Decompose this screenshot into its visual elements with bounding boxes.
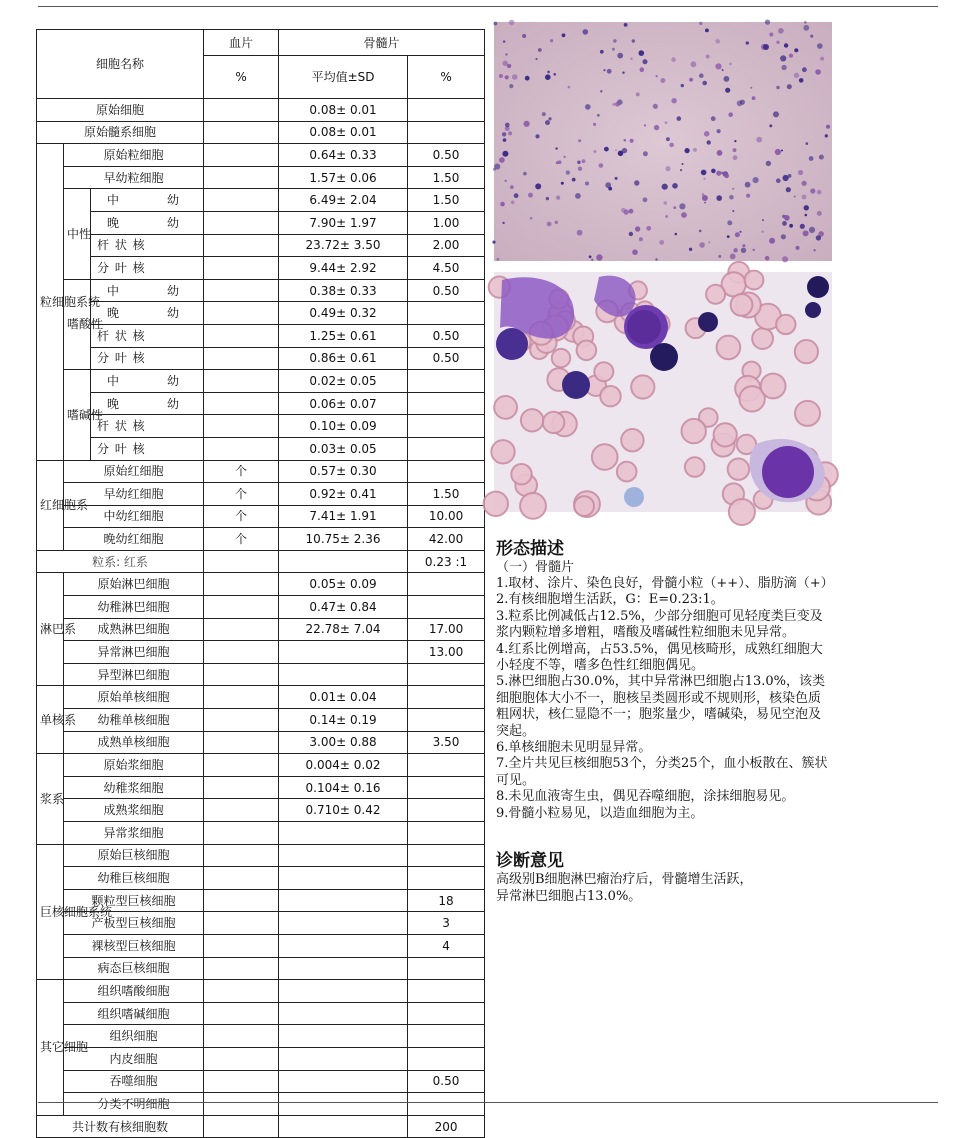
cell-name: 成熟单核细胞 bbox=[64, 731, 204, 754]
mean-sd-cell: 7.41± 1.91 bbox=[279, 505, 408, 528]
marrow-pct-cell: 3 bbox=[408, 912, 485, 935]
blood-pct-cell bbox=[204, 980, 279, 1003]
cell-name: 幼稚淋巴细胞 bbox=[64, 596, 204, 619]
marrow-pct-cell bbox=[408, 121, 485, 144]
table-row bbox=[37, 302, 485, 325]
mean-sd-cell bbox=[279, 934, 408, 957]
cell-name: 幼稚浆细胞 bbox=[64, 776, 204, 799]
cell-name-part: 幼 bbox=[167, 193, 180, 208]
marrow-pct-cell: 3.50 bbox=[408, 731, 485, 754]
blood-pct-cell bbox=[204, 1047, 279, 1070]
mean-sd-cell bbox=[279, 912, 408, 935]
table-row bbox=[37, 912, 485, 935]
marrow-pct-cell bbox=[408, 415, 485, 438]
table-row bbox=[37, 99, 485, 122]
marrow-pct-cell: 0.50 bbox=[408, 347, 485, 370]
marrow-pct-cell bbox=[408, 99, 485, 122]
cell-name: 异常浆细胞 bbox=[64, 822, 204, 845]
cell-name: 内皮细胞 bbox=[64, 1047, 204, 1070]
blood-pct-cell bbox=[204, 754, 279, 777]
cell-name: 早幼红细胞 bbox=[64, 483, 204, 506]
blood-pct-cell bbox=[204, 347, 279, 370]
diagnosis-lines bbox=[496, 872, 936, 905]
morphology-line: 细胞胞体大小不一，胞核呈类圆形或不规则形，核染色质 bbox=[496, 690, 822, 706]
table-row bbox=[37, 257, 485, 280]
blood-pct-cell bbox=[204, 1093, 279, 1116]
cell-count-table bbox=[36, 29, 485, 1138]
table-row bbox=[37, 776, 485, 799]
marrow-pct-cell bbox=[408, 980, 485, 1003]
mean-sd-cell: 10.75± 2.36 bbox=[279, 528, 408, 551]
diagnosis-title: 诊断意见 bbox=[496, 851, 564, 872]
group-label-plasma: 浆系 bbox=[37, 754, 64, 844]
mean-sd-cell bbox=[279, 1070, 408, 1093]
table-row bbox=[37, 166, 485, 189]
marrow-pct-cell bbox=[408, 663, 485, 686]
blood-pct-cell bbox=[204, 437, 279, 460]
blood-pct-cell bbox=[204, 415, 279, 438]
cell-name: 分类不明细胞 bbox=[64, 1093, 204, 1116]
cell-name bbox=[91, 211, 204, 234]
morphology-line: 8.未见血液寄生虫，偶见吞噬细胞，涂抹细胞易见。 bbox=[496, 789, 795, 805]
bottom-rule bbox=[38, 1102, 938, 1103]
marrow-pct-cell bbox=[408, 1002, 485, 1025]
diagnosis-line: 异常淋巴细胞占13.0%。 bbox=[496, 888, 642, 904]
mean-sd-cell: 23.72± 3.50 bbox=[279, 234, 408, 257]
marrow-pct-cell bbox=[408, 799, 485, 822]
blood-pct-cell bbox=[204, 1070, 279, 1093]
table-row bbox=[37, 1093, 485, 1116]
blood-pct-cell bbox=[204, 731, 279, 754]
blood-pct-cell bbox=[204, 663, 279, 686]
blood-pct-cell bbox=[204, 370, 279, 393]
table-row bbox=[37, 460, 485, 483]
marrow-smear-low-power-image bbox=[494, 22, 832, 261]
table-row bbox=[37, 392, 485, 415]
blood-pct-cell bbox=[204, 99, 279, 122]
mean-sd-cell: 0.14± 0.19 bbox=[279, 709, 408, 732]
blood-pct-cell bbox=[204, 867, 279, 890]
table-row bbox=[37, 211, 485, 234]
table-row bbox=[37, 641, 485, 664]
cell-name-part: 晚 bbox=[107, 396, 120, 411]
mean-sd-cell: 0.64± 0.33 bbox=[279, 144, 408, 167]
cell-name: 组织细胞 bbox=[64, 1025, 204, 1048]
table-row bbox=[37, 573, 485, 596]
cell-name: 幼稚单核细胞 bbox=[64, 709, 204, 732]
marrow-pct-cell: 1.50 bbox=[408, 483, 485, 506]
header-row-1 bbox=[37, 30, 485, 56]
cell-name: 分 叶 核 bbox=[91, 437, 204, 460]
table-row bbox=[37, 844, 485, 867]
mean-sd-cell bbox=[279, 550, 408, 573]
blood-pct-cell bbox=[204, 392, 279, 415]
cell-name: 共计数有核细胞数 bbox=[37, 1115, 204, 1138]
mean-sd-cell: 0.004± 0.02 bbox=[279, 754, 408, 777]
marrow-pct-cell bbox=[408, 392, 485, 415]
blood-pct-cell bbox=[204, 1002, 279, 1025]
blood-pct-cell bbox=[204, 596, 279, 619]
blood-pct-cell bbox=[204, 776, 279, 799]
header-blood-pct: % bbox=[204, 56, 279, 99]
morphology-line: 3.粒系比例减低占12.5%，少部分细胞可见轻度类巨变及 bbox=[496, 608, 823, 624]
blood-pct-cell: 个 bbox=[204, 528, 279, 551]
table-row bbox=[37, 731, 485, 754]
marrow-pct-cell bbox=[408, 867, 485, 890]
cell-name bbox=[91, 189, 204, 212]
blood-pct-cell bbox=[204, 302, 279, 325]
mean-sd-cell bbox=[279, 844, 408, 867]
marrow-pct-cell bbox=[408, 596, 485, 619]
mean-sd-cell: 0.104± 0.16 bbox=[279, 776, 408, 799]
blood-pct-cell bbox=[204, 889, 279, 912]
cell-name: 中幼红细胞 bbox=[64, 505, 204, 528]
blood-pct-cell bbox=[204, 234, 279, 257]
cell-name: 早幼粒细胞 bbox=[64, 166, 204, 189]
marrow-pct-cell: 2.00 bbox=[408, 234, 485, 257]
marrow-pct-cell: 17.00 bbox=[408, 618, 485, 641]
marrow-pct-cell: 4 bbox=[408, 934, 485, 957]
table-row bbox=[37, 618, 485, 641]
cell-name: 原始巨核细胞 bbox=[64, 844, 204, 867]
mean-sd-cell bbox=[279, 1025, 408, 1048]
morphology-line: 浆内颗粒增多增粗，嗜酸及嗜碱性粒细胞未见异常。 bbox=[496, 625, 796, 641]
blood-pct-cell bbox=[204, 957, 279, 980]
morphology-line: 1.取材、涂片、染色良好，骨髓小粒（++）、脂肪滴（+） bbox=[496, 576, 834, 591]
blood-pct-cell bbox=[204, 822, 279, 845]
cell-name: 原始红细胞 bbox=[64, 460, 204, 483]
cell-name: 原始细胞 bbox=[37, 99, 204, 122]
marrow-pct-cell bbox=[408, 709, 485, 732]
mean-sd-cell: 7.90± 1.97 bbox=[279, 211, 408, 234]
morphology-title: 形态描述 bbox=[496, 539, 564, 559]
cell-name-part: 中 bbox=[107, 193, 120, 208]
marrow-pct-cell bbox=[408, 822, 485, 845]
mean-sd-cell: 6.49± 2.04 bbox=[279, 189, 408, 212]
marrow-pct-cell bbox=[408, 844, 485, 867]
morphology-line: 5.淋巴细胞占30.0%，其中异常淋巴细胞占13.0%，该类 bbox=[496, 674, 825, 690]
cell-name: 杆 状 核 bbox=[91, 324, 204, 347]
table-row bbox=[37, 1025, 485, 1048]
marrow-pct-cell: 0.50 bbox=[408, 1070, 485, 1093]
cell-name bbox=[91, 370, 204, 393]
cell-name: 成熟淋巴细胞 bbox=[64, 618, 204, 641]
cell-name: 组织嗜碱细胞 bbox=[64, 1002, 204, 1025]
table-row bbox=[37, 754, 485, 777]
table-row bbox=[37, 370, 485, 393]
marrow-pct-cell: 10.00 bbox=[408, 505, 485, 528]
cell-name bbox=[91, 302, 204, 325]
marrow-pct-cell bbox=[408, 573, 485, 596]
marrow-pct-cell: 18 bbox=[408, 889, 485, 912]
marrow-pct-cell: 1.00 bbox=[408, 211, 485, 234]
text-area bbox=[496, 538, 936, 905]
mean-sd-cell: 0.08± 0.01 bbox=[279, 121, 408, 144]
header-mean-sd: 平均值±SD bbox=[279, 56, 408, 99]
mean-sd-cell: 0.03± 0.05 bbox=[279, 437, 408, 460]
cell-name: 组织嗜酸细胞 bbox=[64, 980, 204, 1003]
morphology-line: 粗网状，核仁显隐不一；胞浆量少，嗜碱染，易见空泡及 bbox=[496, 707, 822, 723]
cell-name: 产板型巨核细胞 bbox=[64, 912, 204, 935]
table-row bbox=[37, 957, 485, 980]
cell-name: 杆 状 核 bbox=[91, 415, 204, 438]
blood-pct-cell bbox=[204, 121, 279, 144]
cell-name: 杆 状 核 bbox=[91, 234, 204, 257]
blood-pct-cell bbox=[204, 1025, 279, 1048]
marrow-pct-cell bbox=[408, 1093, 485, 1116]
blood-pct-cell bbox=[204, 573, 279, 596]
cell-name-part: 幼 bbox=[167, 373, 180, 388]
mean-sd-cell: 0.47± 0.84 bbox=[279, 596, 408, 619]
blood-pct-cell bbox=[204, 144, 279, 167]
morphology-line: 2.有核细胞增生活跃，G：E=0.23:1。 bbox=[496, 592, 724, 608]
mean-sd-cell bbox=[279, 822, 408, 845]
table-row bbox=[37, 1002, 485, 1025]
cell-name bbox=[91, 392, 204, 415]
mean-sd-cell: 0.01± 0.04 bbox=[279, 686, 408, 709]
table-row bbox=[37, 483, 485, 506]
cell-name-part: 中 bbox=[107, 283, 120, 298]
marrow-pct-cell: 1.50 bbox=[408, 166, 485, 189]
blood-pct-cell bbox=[204, 324, 279, 347]
marrow-pct-cell bbox=[408, 302, 485, 325]
morphology-line: 9.骨髓小粒易见，以造血细胞为主。 bbox=[496, 805, 704, 821]
table-row bbox=[37, 189, 485, 212]
mean-sd-cell bbox=[279, 957, 408, 980]
marrow-smear-high-power-image bbox=[494, 272, 832, 512]
cell-name: 成熟浆细胞 bbox=[64, 799, 204, 822]
mean-sd-cell: 0.08± 0.01 bbox=[279, 99, 408, 122]
blood-pct-cell bbox=[204, 279, 279, 302]
mean-sd-cell: 0.06± 0.07 bbox=[279, 392, 408, 415]
blood-pct-cell bbox=[204, 934, 279, 957]
table-row bbox=[37, 822, 485, 845]
marrow-pct-cell: 0.50 bbox=[408, 279, 485, 302]
marrow-pct-cell bbox=[408, 460, 485, 483]
blood-pct-cell bbox=[204, 211, 279, 234]
blood-pct-cell bbox=[204, 686, 279, 709]
mean-sd-cell: 0.38± 0.33 bbox=[279, 279, 408, 302]
table-row bbox=[37, 686, 485, 709]
cell-name: 颗粒型巨核细胞 bbox=[64, 889, 204, 912]
table-row bbox=[37, 234, 485, 257]
mean-sd-cell: 0.92± 0.41 bbox=[279, 483, 408, 506]
table-row bbox=[37, 505, 485, 528]
marrow-pct-cell bbox=[408, 1047, 485, 1070]
marrow-pct-cell bbox=[408, 754, 485, 777]
blood-pct-cell bbox=[204, 709, 279, 732]
group-label-other: 其它细胞 bbox=[37, 980, 64, 1116]
cell-name bbox=[91, 279, 204, 302]
morphology-line: 4.红系比例增高，占53.5%，偶见核畸形，成熟红细胞大 bbox=[496, 641, 823, 657]
marrow-pct-cell: 4.50 bbox=[408, 257, 485, 280]
table-row bbox=[37, 437, 485, 460]
mean-sd-cell: 0.49± 0.32 bbox=[279, 302, 408, 325]
morphology-line: 可见。 bbox=[496, 772, 536, 788]
table-row bbox=[37, 1070, 485, 1093]
cell-name: 晚幼红细胞 bbox=[64, 528, 204, 551]
cell-name: 病态巨核细胞 bbox=[64, 957, 204, 980]
table-row bbox=[37, 415, 485, 438]
mean-sd-cell: 1.25± 0.61 bbox=[279, 324, 408, 347]
blood-pct-cell bbox=[204, 257, 279, 280]
header-marrow: 骨髓片 bbox=[279, 30, 485, 56]
morphology-line: 7.全片共见巨核细胞53个，分类25个，血小板散在、簇状 bbox=[496, 756, 828, 772]
cell-name: 异常淋巴细胞 bbox=[64, 641, 204, 664]
mean-sd-cell bbox=[279, 1115, 408, 1138]
table-row bbox=[37, 663, 485, 686]
mean-sd-cell: 1.57± 0.06 bbox=[279, 166, 408, 189]
table-row bbox=[37, 1115, 485, 1138]
mean-sd-cell: 9.44± 2.92 bbox=[279, 257, 408, 280]
header-marrow-pct: % bbox=[408, 56, 485, 99]
table-row bbox=[37, 528, 485, 551]
mean-sd-cell bbox=[279, 1002, 408, 1025]
blood-pct-cell: 个 bbox=[204, 483, 279, 506]
blood-pct-cell bbox=[204, 166, 279, 189]
cell-name: 分 叶 核 bbox=[91, 347, 204, 370]
blood-pct-cell bbox=[204, 1115, 279, 1138]
blood-pct-cell: 个 bbox=[204, 505, 279, 528]
mean-sd-cell bbox=[279, 1047, 408, 1070]
cell-name-part: 晚 bbox=[107, 215, 120, 230]
table-row bbox=[37, 347, 485, 370]
group-label-lymph: 淋巴系 bbox=[37, 573, 64, 686]
table-row bbox=[37, 799, 485, 822]
marrow-pct-cell bbox=[408, 776, 485, 799]
table-row bbox=[37, 980, 485, 1003]
blood-pct-cell bbox=[204, 799, 279, 822]
table-row bbox=[37, 1047, 485, 1070]
marrow-pct-cell: 0.50 bbox=[408, 324, 485, 347]
mean-sd-cell bbox=[279, 889, 408, 912]
marrow-pct-cell bbox=[408, 1025, 485, 1048]
cell-name-part: 幼 bbox=[167, 283, 180, 298]
group-label-mono: 单核系 bbox=[37, 686, 64, 754]
morphology-line: 突起。 bbox=[496, 723, 536, 739]
group-label-mega: 巨核细胞系统 bbox=[37, 844, 64, 980]
morphology-subtitle: （一）骨髓片 bbox=[496, 560, 575, 575]
group-label-erythroid: 红细胞系 bbox=[37, 460, 64, 550]
table-row bbox=[37, 596, 485, 619]
mean-sd-cell bbox=[279, 663, 408, 686]
mean-sd-cell: 3.00± 0.88 bbox=[279, 731, 408, 754]
header-cell-name: 细胞名称 bbox=[37, 30, 204, 99]
mean-sd-cell bbox=[279, 867, 408, 890]
table-row bbox=[37, 144, 485, 167]
cell-name: 幼稚巨核细胞 bbox=[64, 867, 204, 890]
marrow-pct-cell: 1.50 bbox=[408, 189, 485, 212]
marrow-pct-cell bbox=[408, 686, 485, 709]
mean-sd-cell: 0.710± 0.42 bbox=[279, 799, 408, 822]
table-row bbox=[37, 279, 485, 302]
ratio-label: 粒系: 红系 bbox=[37, 550, 204, 573]
mean-sd-cell: 0.57± 0.30 bbox=[279, 460, 408, 483]
table-row bbox=[37, 324, 485, 347]
subgroup-label-neutrophil: 中性 bbox=[64, 189, 91, 279]
mean-sd-cell: 0.10± 0.09 bbox=[279, 415, 408, 438]
cell-name-part: 晚 bbox=[107, 306, 120, 321]
mean-sd-cell bbox=[279, 980, 408, 1003]
cell-name: 异型淋巴细胞 bbox=[64, 663, 204, 686]
cell-name-part: 幼 bbox=[167, 215, 180, 230]
top-rule bbox=[38, 6, 938, 7]
subgroup-label-eosinophil: 嗜酸性 bbox=[64, 279, 91, 369]
cell-name: 原始淋巴细胞 bbox=[64, 573, 204, 596]
header-blood: 血片 bbox=[204, 30, 279, 56]
marrow-pct-cell: 42.00 bbox=[408, 528, 485, 551]
cell-name: 原始单核细胞 bbox=[64, 686, 204, 709]
blood-pct-cell bbox=[204, 912, 279, 935]
mean-sd-cell bbox=[279, 641, 408, 664]
cell-name-part: 幼 bbox=[167, 306, 180, 321]
table-row bbox=[37, 934, 485, 957]
blood-pct-cell bbox=[204, 618, 279, 641]
cell-name: 原始髓系细胞 bbox=[37, 121, 204, 144]
marrow-pct-cell: 13.00 bbox=[408, 641, 485, 664]
cell-name: 原始浆细胞 bbox=[64, 754, 204, 777]
cell-name: 分 叶 核 bbox=[91, 257, 204, 280]
cell-name: 吞噬细胞 bbox=[64, 1070, 204, 1093]
table-row bbox=[37, 121, 485, 144]
marrow-pct-cell: 0.50 bbox=[408, 144, 485, 167]
mean-sd-cell bbox=[279, 1093, 408, 1116]
cell-name: 裸核型巨核细胞 bbox=[64, 934, 204, 957]
marrow-pct-cell bbox=[408, 370, 485, 393]
morphology-lines bbox=[496, 576, 936, 822]
mean-sd-cell: 0.02± 0.05 bbox=[279, 370, 408, 393]
cell-name-part: 幼 bbox=[167, 396, 180, 411]
blood-pct-cell bbox=[204, 189, 279, 212]
cell-name: 原始粒细胞 bbox=[64, 144, 204, 167]
group-label-granulocyte: 粒细胞系统 bbox=[37, 144, 64, 460]
morphology-line: 小轻度不等，嗜多色性红细胞偶见。 bbox=[496, 658, 705, 674]
marrow-pct-cell bbox=[408, 437, 485, 460]
table-row bbox=[37, 709, 485, 732]
blood-pct-cell bbox=[204, 641, 279, 664]
subgroup-label-basophil: 嗜碱性 bbox=[64, 370, 91, 460]
marrow-pct-cell: 200 bbox=[408, 1115, 485, 1138]
cell-name-part: 中 bbox=[107, 373, 120, 388]
mean-sd-cell: 0.05± 0.09 bbox=[279, 573, 408, 596]
mean-sd-cell: 22.78± 7.04 bbox=[279, 618, 408, 641]
morphology-line: 6.单核细胞未见明显异常。 bbox=[496, 740, 652, 756]
table-row bbox=[37, 550, 485, 573]
blood-pct-cell: 个 bbox=[204, 460, 279, 483]
table-row bbox=[37, 867, 485, 890]
blood-pct-cell bbox=[204, 844, 279, 867]
diagnosis-line: 高级别B细胞淋巴瘤治疗后，骨髓增生活跃， bbox=[496, 872, 753, 888]
mean-sd-cell: 0.86± 0.61 bbox=[279, 347, 408, 370]
marrow-pct-cell: 0.23 :1 bbox=[408, 550, 485, 573]
marrow-pct-cell bbox=[408, 957, 485, 980]
blood-pct-cell bbox=[204, 550, 279, 573]
